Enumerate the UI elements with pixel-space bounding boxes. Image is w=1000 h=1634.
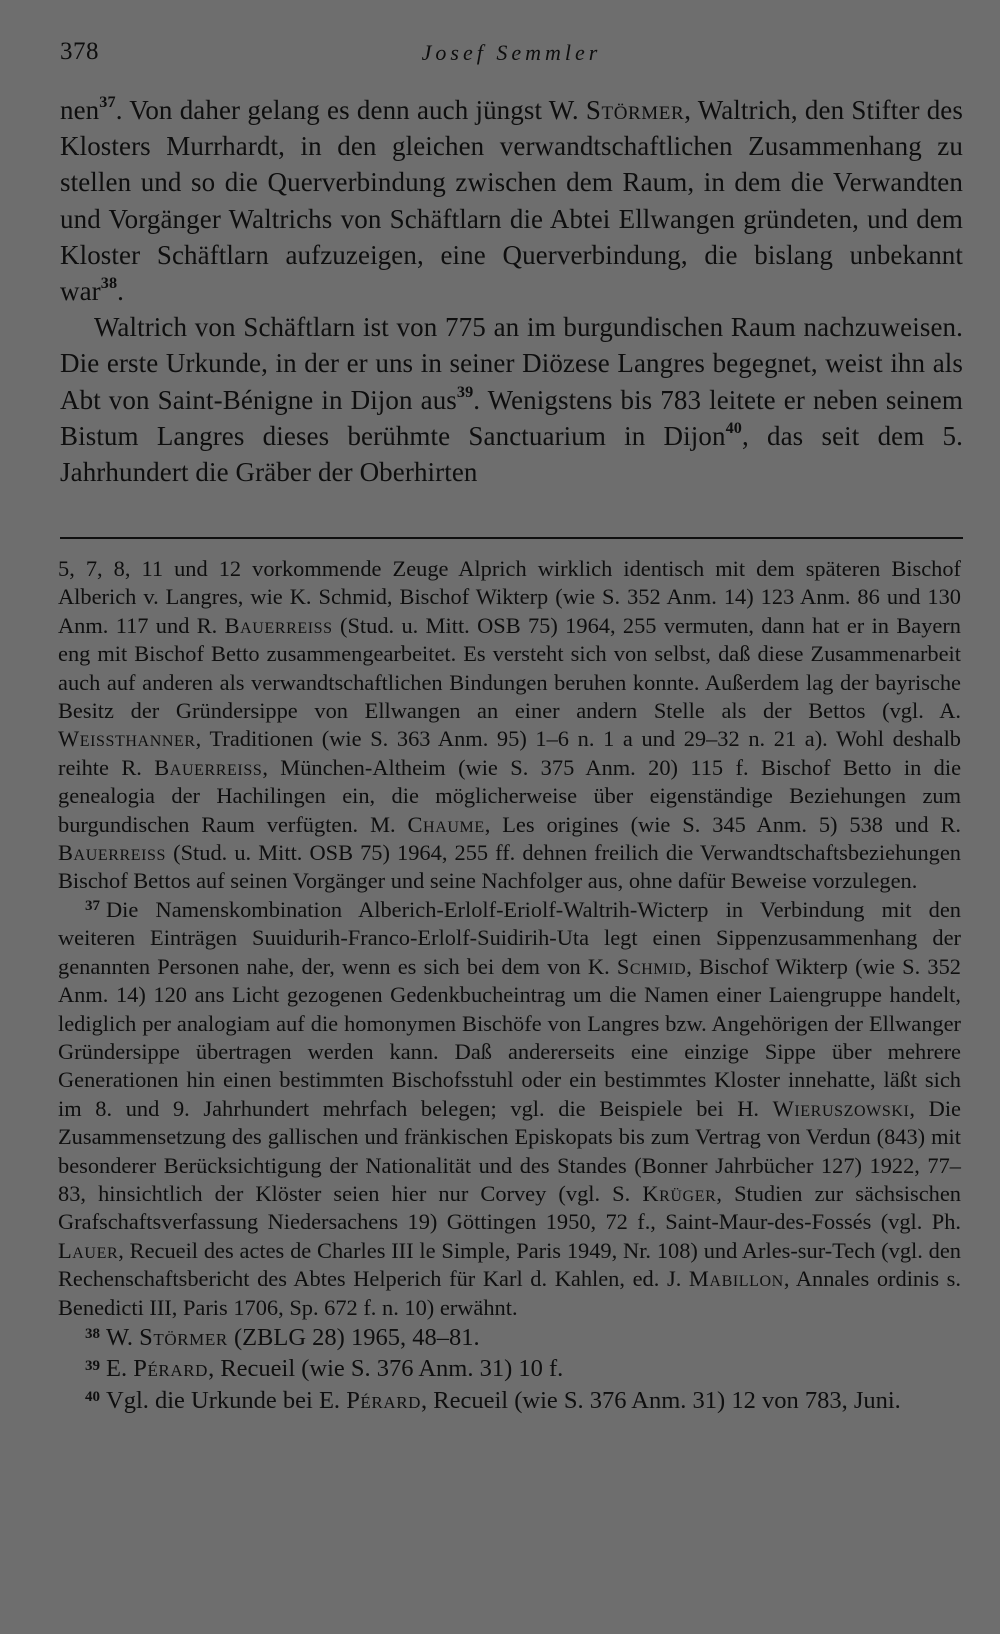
author-name: Pérard [133, 1355, 209, 1383]
author-name: Störmer [585, 95, 685, 125]
text-run: , Waltrich, den Stifter des Klosters Murrhardt, in den gleichen verwandtschaftlichen Zusammenhang zu stellen und so die Querverbindung zwischen dem Raum, in dem die Verwandten und Vorgänger Waltrichs von Schäftlarn die Abtei Ellwangen gründeten, und dem Kloster Schäftlarn aufzuzeigen, eine Querverbindung, die bislang unbekannt war [60, 95, 963, 307]
text-run: , Annales ordinis s. Benedicti III, Paris 1706, Sp. 672 f. n. 10) erwähnt. [58, 1266, 961, 1320]
footnote-number: 37 [85, 898, 100, 915]
footnote-38 [58, 1322, 961, 1354]
author-name: Schmid [616, 953, 687, 979]
author-name: Wieruszowski [772, 1095, 910, 1121]
text-run: , Die Zusammensetzung des gallischen und fränkischen Episkopats bis zum Vertrag von Verdun (843) mit besonderer Berücksichtigung der Nationalität und des Standes (Bonner Jahrbücher 127) 1922, 77–83, hinsichtlich der Klöster seien hier nur Corvey (vgl. S. [58, 1095, 961, 1206]
text-run: Vgl. die Urkunde bei E. [106, 1386, 347, 1414]
text-run: W. [106, 1323, 140, 1351]
author-name: Pérard [346, 1386, 422, 1414]
text-run: , Les origines (wie S. 345 Anm. 5) 538 und R. [484, 811, 961, 837]
footnote-continuation [58, 555, 961, 896]
text-run: 5, 7, 8, 11 und 12 vorkommende Zeuge Alprich wirklich identisch mit dem späteren Bischof Alberich v. Langres, wie K. Schmid, Bischof Wikterp (wie S. 352 Anm. 14) 123 Anm. 86 und 130 Anm. 117 und R. [58, 556, 961, 638]
text-run: , Traditionen (wie S. 363 Anm. 95) 1–6 n. 1 a und 29–32 n. 21 a). Wohl deshalb reihte R. [58, 726, 961, 780]
footnote-ref: 38 [100, 273, 118, 292]
text-run: . [117, 276, 125, 307]
text-run: Die Namenskombination Alberich-Erlolf-Eriolf-Waltrih-Wicterp in Verbindung mit den weiteren Einträgen Suuidurih-Franco-Erlolf-Suidirih-Uta legt einen Sippenzusammenhang der genannten Personen nahe, der, wenn es sich bei dem von K. [58, 896, 961, 979]
author-name: Krüger [642, 1180, 717, 1206]
text-run: E. [106, 1355, 134, 1383]
footnotes [58, 555, 961, 1416]
text-run: , das seit dem 5. Jahrhundert die Gräber der Oberhirten [60, 420, 963, 488]
footnote-separator [60, 537, 963, 539]
author-name: Bauerreiss [58, 840, 167, 866]
footnote-39 [58, 1353, 961, 1385]
text-run: (Stud. u. Mitt. OSB 75) 1964, 255 vermuten, dann hat er in Bayern eng mit Bischof Betto zusammengearbeitet. Es versteht sich von selbst, daß diese Zusammenarbeit auch auf anderen als verwandtschaftlichen Bindungen beruhen konnte. Außerdem lag der bayrische Besitz der Gründersippe von Ellwangen an einer andern Stelle als der Bettos (vgl. A. [58, 612, 961, 724]
text-run: nen [60, 95, 100, 125]
running-head: Josef Semmler [421, 40, 602, 65]
page-header [60, 36, 963, 76]
author-name: Bauerreiss [154, 754, 263, 780]
text-run: , Recueil (wie S. 376 Anm. 31) 12 von 783, Juni. [421, 1386, 901, 1414]
footnote-ref: 40 [725, 418, 742, 437]
footnote-number: 38 [85, 1326, 100, 1343]
footnote-number: 39 [85, 1357, 100, 1374]
text-run: , Bischof Wikterp (wie S. 352 Anm. 14) 120 ans Licht gezogenen Gedenkbucheintrag um die Namen einer Laiengruppe handelt, lediglich per analogiam auf die homonymen Bischöfe von Langres bzw. Angehörigen der Ellwanger Gründersippe übertragen werden kann. Daß andererseits eine einzige Sippe über mehrere Generationen hin einen bestimmten Bischofsstuhl oder ein bestimmtes Kloster innehatte, läßt sich im 8. und 9. Jahrhundert mehrfach belegen; vgl. die Beispiele bei H. [58, 953, 961, 1121]
footnote-40 [58, 1385, 961, 1417]
text-run: . Wenigstens bis 783 leitete er neben seinem Bistum Langres dieses berühmte Sanctuarium in Dijon [60, 384, 963, 451]
footnote-ref: 39 [456, 382, 474, 401]
text-run: . Von daher gelang es denn auch jüngst W. [115, 95, 586, 125]
footnote-37 [58, 896, 961, 1322]
body-text [60, 92, 963, 490]
author-name: Chaume [407, 811, 485, 837]
author-name: Mabillon [688, 1266, 784, 1292]
author-name: Lauer [58, 1237, 119, 1263]
text-run: Waltrich von Schäftlarn ist von 775 an im burgundischen Raum nachzuweisen. Die erste Urkunde, in der er uns in seiner Diözese Langres begegnet, weist ihn als Abt von Saint-Bénigne in Dijon aus [60, 312, 963, 415]
body-paragraph [60, 309, 963, 490]
text-run: , Recueil (wie S. 376 Anm. 31) 10 f. [208, 1355, 564, 1383]
text-run: (Stud. u. Mitt. OSB 75) 1964, 255 ff. dehnen freilich die Verwandtschaftsbeziehungen Bischof Bettos auf seinen Vorgänger und seine Nachfolger aus, ohne dafür Beweise vorzulegen. [58, 840, 961, 894]
text-run: , Recueil des actes de Charles III le Simple, Paris 1949, Nr. 108) und Arles-sur-Tech (vgl. den Rechenschaftsbericht des Abtes Helperich für Karl d. Kahlen, ed. J. [58, 1237, 961, 1292]
author-name: Bauerreiss [224, 612, 333, 638]
text-run: , München-Altheim (wie S. 375 Anm. 20) 115 f. Bischof Betto in die genealogia der Hachilingen ein, die möglicherweise über eigenständige Beziehungen zum burgundischen Raum verfügten. M. [58, 754, 962, 837]
footnote-ref: 37 [99, 92, 116, 111]
footnote-number: 40 [85, 1389, 100, 1406]
text-run: , Studien zur sächsischen Grafschaftsverfassung Niedersachens 19) Göttingen 1950, 72 f., Saint-Maur-des-Fossés (vgl. Ph. [58, 1180, 961, 1235]
text-run: (ZBLG 28) 1965, 48–81. [227, 1323, 480, 1351]
author-name: Störmer [139, 1323, 228, 1351]
body-paragraph [60, 92, 963, 309]
page-number: 378 [60, 38, 99, 65]
author-name: Weissthanner [58, 726, 196, 752]
